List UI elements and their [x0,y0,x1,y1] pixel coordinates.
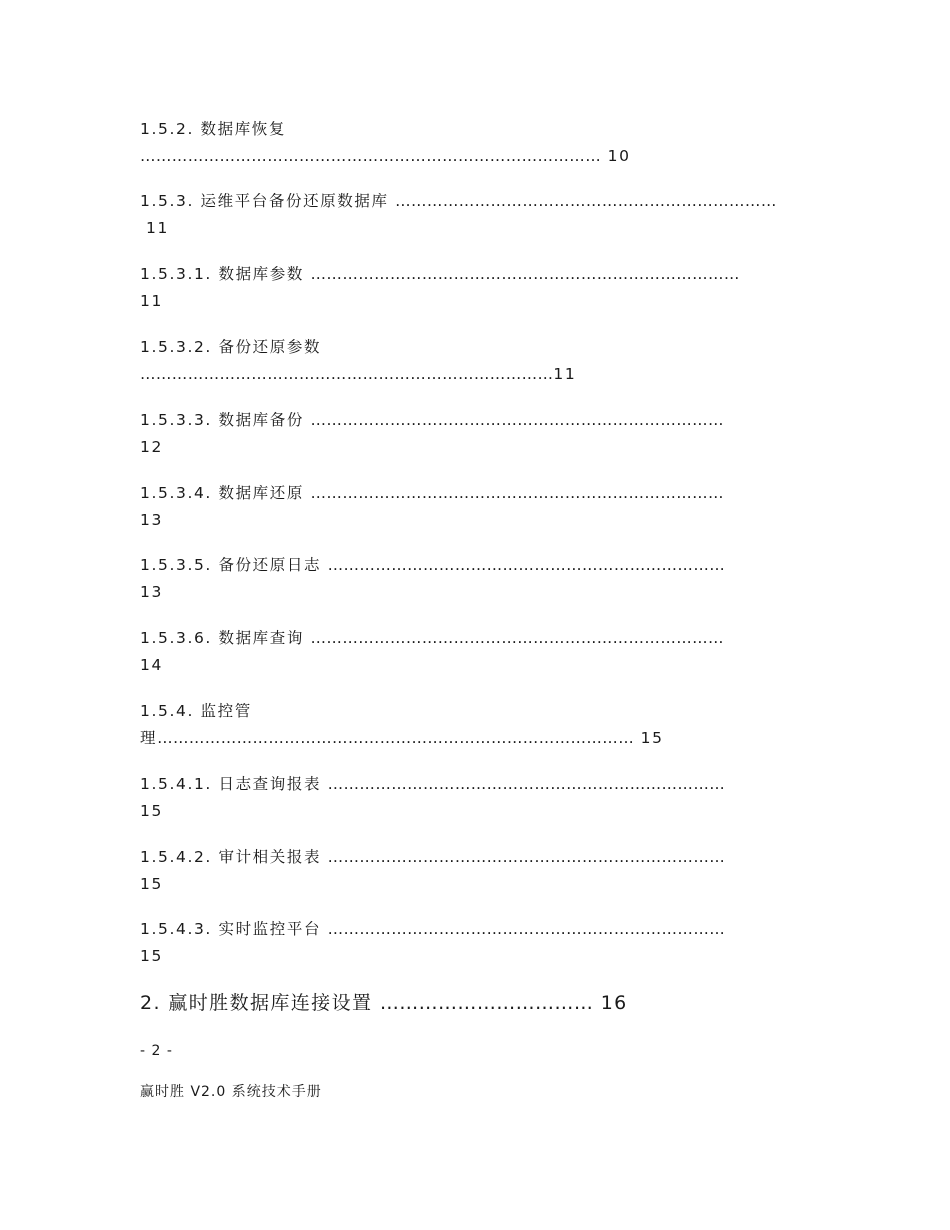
toc-entry-label: 1.5.4.3. 实时监控平台 [140,920,322,938]
toc-entry[interactable] [140,555,725,575]
toc-entry-label[interactable]: 1.5.2. 数据库恢复 [140,120,286,138]
toc-page-number: 13 [140,511,163,529]
toc-entry-label: 1.5.3.4. 数据库还原 [140,484,304,502]
toc-entry-label[interactable]: 1.5.4. 监控管 [140,702,252,720]
toc-entry-label: 1.5.3.1. 数据库参数 [140,265,304,283]
toc-entry-label[interactable]: 1.5.3.2. 备份还原参数 [140,338,322,356]
toc-page-number: 14 [140,656,163,674]
toc-entry[interactable] [140,847,725,867]
toc-page-number: 15 [640,729,664,747]
toc-leader: ………………………………………………………………… [327,920,726,938]
toc-page-number: 10 [607,147,631,165]
toc-entry-label: 1.5.3.6. 数据库查询 [140,629,304,647]
toc-entry-label: 1.5.4.1. 日志查询报表 [140,775,322,793]
toc-leader: ………………………………………………………………… [327,775,726,793]
toc-entry-leader-line [140,146,631,166]
toc-leader: …………………………………………………………………… [140,365,554,383]
toc-entry[interactable] [140,410,724,430]
toc-entry[interactable] [140,628,724,648]
toc-leader: ……………………………………………………………… [395,192,777,210]
toc-page-number: 11 [140,292,163,310]
toc-entry-label: 1.5.3.5. 备份还原日志 [140,556,322,574]
toc-entry-label: 1.5.3. 运维平台备份还原数据库 [140,192,389,210]
toc-chapter-label: 2. 赢时胜数据库连接设置 [140,992,373,1014]
toc-entry[interactable] [140,919,725,939]
toc-entry-label: 1.5.3.3. 数据库备份 [140,411,304,429]
toc-leader: …………………………………………………………………… [310,629,724,647]
toc-page-number: 11 [146,219,169,237]
toc-entry-leader-line [140,728,664,748]
toc-leader: …………………………………………………………………… [310,484,724,502]
toc-entry-leader-line [140,364,576,384]
toc-leader: ……………………………………………………………………… [310,265,740,283]
toc-chapter-entry[interactable] [140,993,628,1013]
toc-leader: ………………………………………………………………… [327,848,726,866]
toc-page-number: 15 [140,947,163,965]
toc-leader: ………………………………………………………………… [327,556,726,574]
footer-doc-title: 赢时胜 V2.0 系统技术手册 [140,1084,322,1100]
toc-page-number: 11 [553,365,577,383]
toc-entry[interactable] [140,264,740,284]
toc-entry[interactable] [140,774,725,794]
toc-leader: ……………………………………………………………………………… [157,729,635,747]
toc-entry[interactable] [140,191,777,211]
toc-page-number: 12 [140,438,163,456]
toc-entry-label: 1.5.4.2. 审计相关报表 [140,848,322,866]
toc-page-number: 13 [140,583,163,601]
toc-entry-label-cont: 理 [140,729,158,747]
toc-page-number: 16 [600,992,628,1014]
toc-page-number: 15 [140,875,163,893]
toc-leader: …………………………… [379,992,594,1014]
toc-leader: …………………………………………………………………………… [140,147,602,165]
toc-page-number: 15 [140,802,163,820]
toc-entry[interactable] [140,483,724,503]
toc-leader: …………………………………………………………………… [310,411,724,429]
footer-page-number: - 2 - [140,1043,173,1059]
